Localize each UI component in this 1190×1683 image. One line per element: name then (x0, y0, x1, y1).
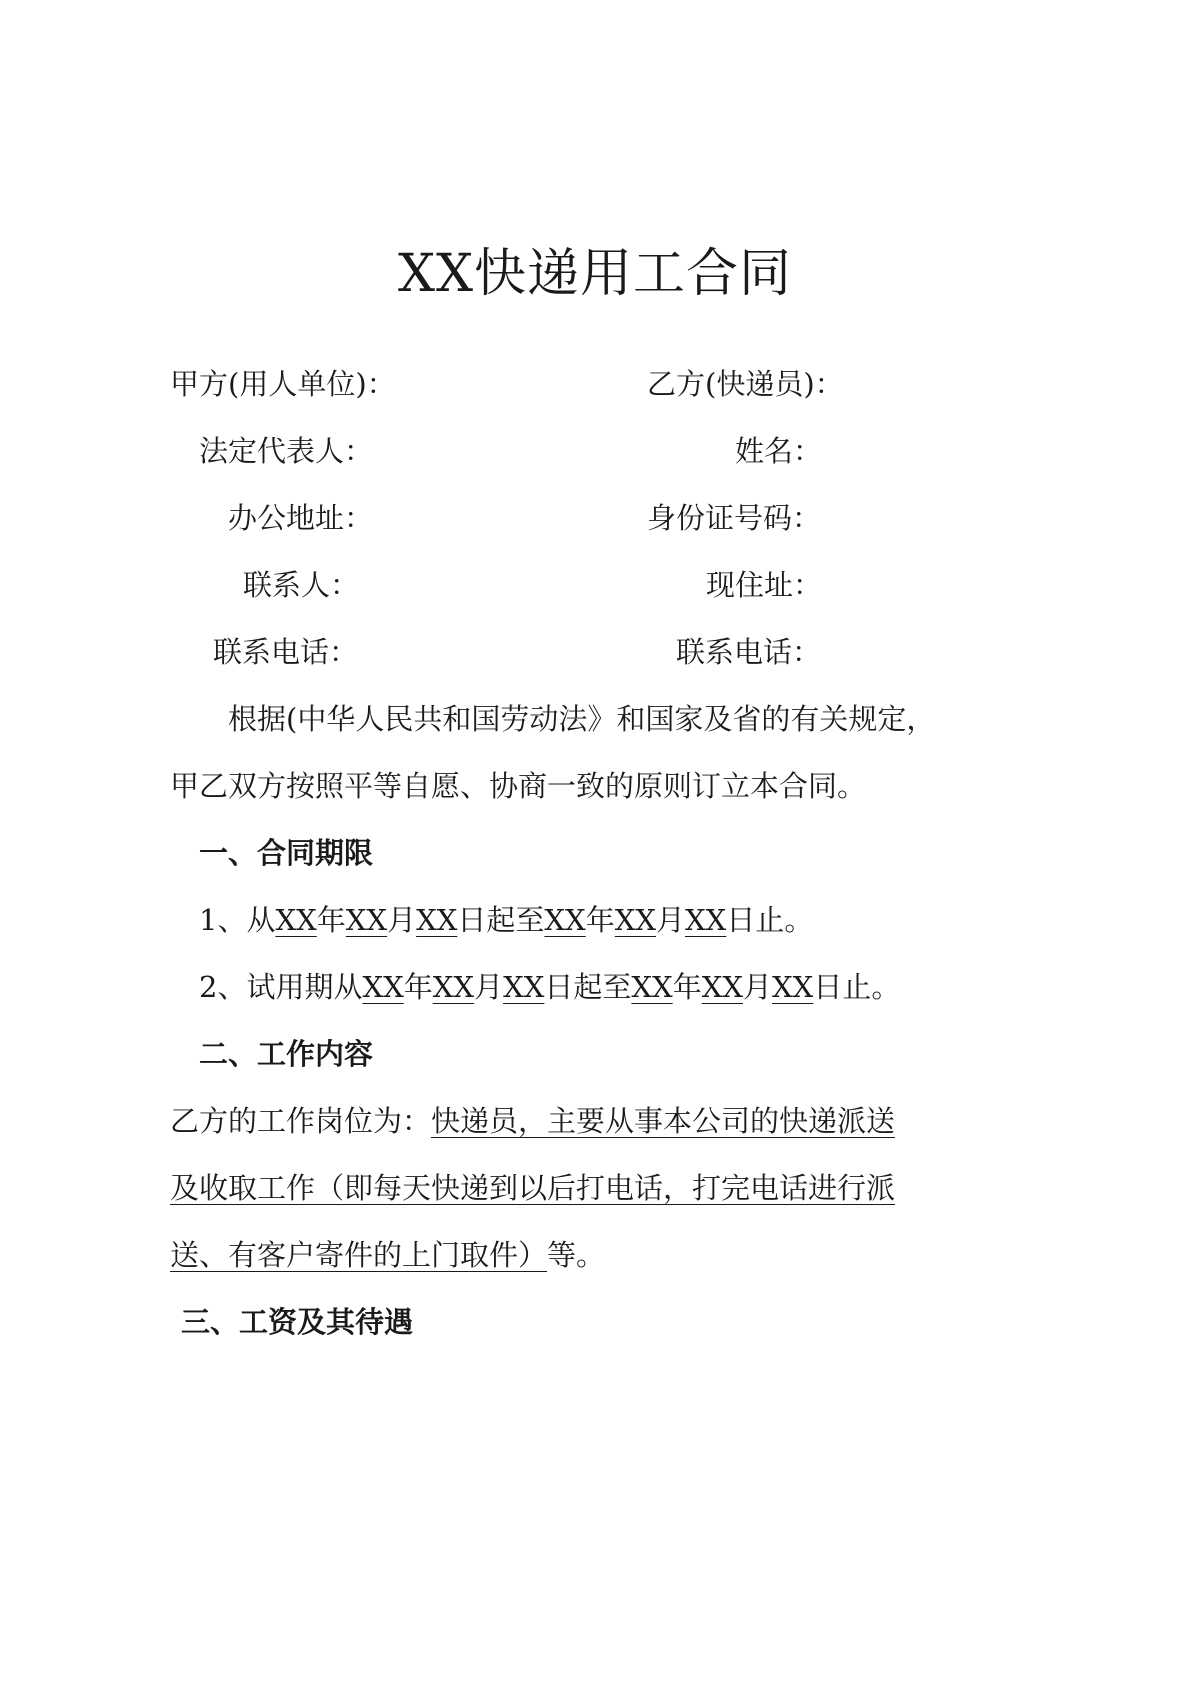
month-char: 月 (656, 903, 686, 937)
party-b-id-label: 身份证号码： (647, 501, 822, 535)
section-2-heading: 二、工作内容 (199, 1037, 374, 1071)
month-char: 月 (743, 970, 773, 1004)
work-content-line-3 (170, 1235, 605, 1275)
job-description-part-2: 及收取工作（即每天快递到以后打电话，打完电话进行派 (170, 1171, 896, 1205)
start-day-blank: XX (416, 903, 458, 937)
party-b-name-label: 姓名： (735, 434, 823, 468)
contract-term-item-1 (199, 900, 813, 940)
year-char: 年 (403, 970, 433, 1004)
end-month-blank: XX (614, 903, 656, 937)
end-text: 日止。 (813, 970, 901, 1004)
item-2-prefix: 2、试用期从 (199, 970, 363, 1004)
probation-end-month-blank: XX (701, 970, 743, 1004)
party-a-legal-rep-label: 法定代表人： (199, 434, 374, 468)
year-char: 年 (585, 903, 615, 937)
end-day-blank: XX (685, 903, 727, 937)
from-to-text: 日起至 (457, 903, 545, 937)
start-month-blank: XX (345, 903, 388, 937)
month-char: 月 (474, 970, 504, 1004)
start-year-blank: XX (275, 903, 317, 937)
party-b-phone-label: 联系电话： (676, 635, 822, 669)
party-a-address-label: 办公地址： (228, 501, 374, 535)
probation-end-day-blank: XX (772, 970, 814, 1004)
party-b-residence-label: 现住址： (706, 568, 823, 602)
item-1-prefix: 1、从 (199, 903, 276, 937)
end-year-blank: XX (544, 903, 586, 937)
section-3-heading: 三、工资及其待遇 (181, 1305, 414, 1339)
work-content-line-2 (170, 1168, 895, 1208)
job-description-part-1: 快递员，主要从事本公司的快递派送 (431, 1104, 896, 1138)
probation-start-day-blank: XX (503, 970, 545, 1004)
from-to-text: 日起至 (544, 970, 632, 1004)
year-char: 年 (316, 903, 346, 937)
probation-end-year-blank: XX (631, 970, 673, 1004)
year-char: 年 (672, 970, 702, 1004)
document-title: XX快递用工合同 (397, 244, 793, 304)
contract-term-item-2 (199, 967, 900, 1007)
party-a-header: 甲方(用人单位)： (170, 367, 396, 401)
job-description-part-3: 送、有客户寄件的上门取件） (170, 1238, 548, 1272)
end-text: 日止。 (726, 903, 814, 937)
probation-start-month-blank: XX (432, 970, 475, 1004)
work-content-line-1 (170, 1101, 895, 1141)
party-b-header: 乙方(快递员)： (647, 367, 844, 401)
party-a-contact-label: 联系人： (243, 568, 360, 602)
preamble-line-2: 甲乙双方按照平等自愿、协商一致的原则订立本合同。 (170, 769, 867, 803)
month-char: 月 (387, 903, 417, 937)
probation-start-year-blank: XX (362, 970, 404, 1004)
job-position-label: 乙方的工作岗位为： (170, 1104, 432, 1138)
section-1-heading: 一、合同期限 (199, 836, 374, 870)
preamble-line-1: 根据(中华人民共和国劳动法》和国家及省的有关规定， (228, 702, 936, 736)
job-description-suffix: 等。 (547, 1238, 606, 1272)
party-a-phone-label: 联系电话： (213, 635, 359, 669)
